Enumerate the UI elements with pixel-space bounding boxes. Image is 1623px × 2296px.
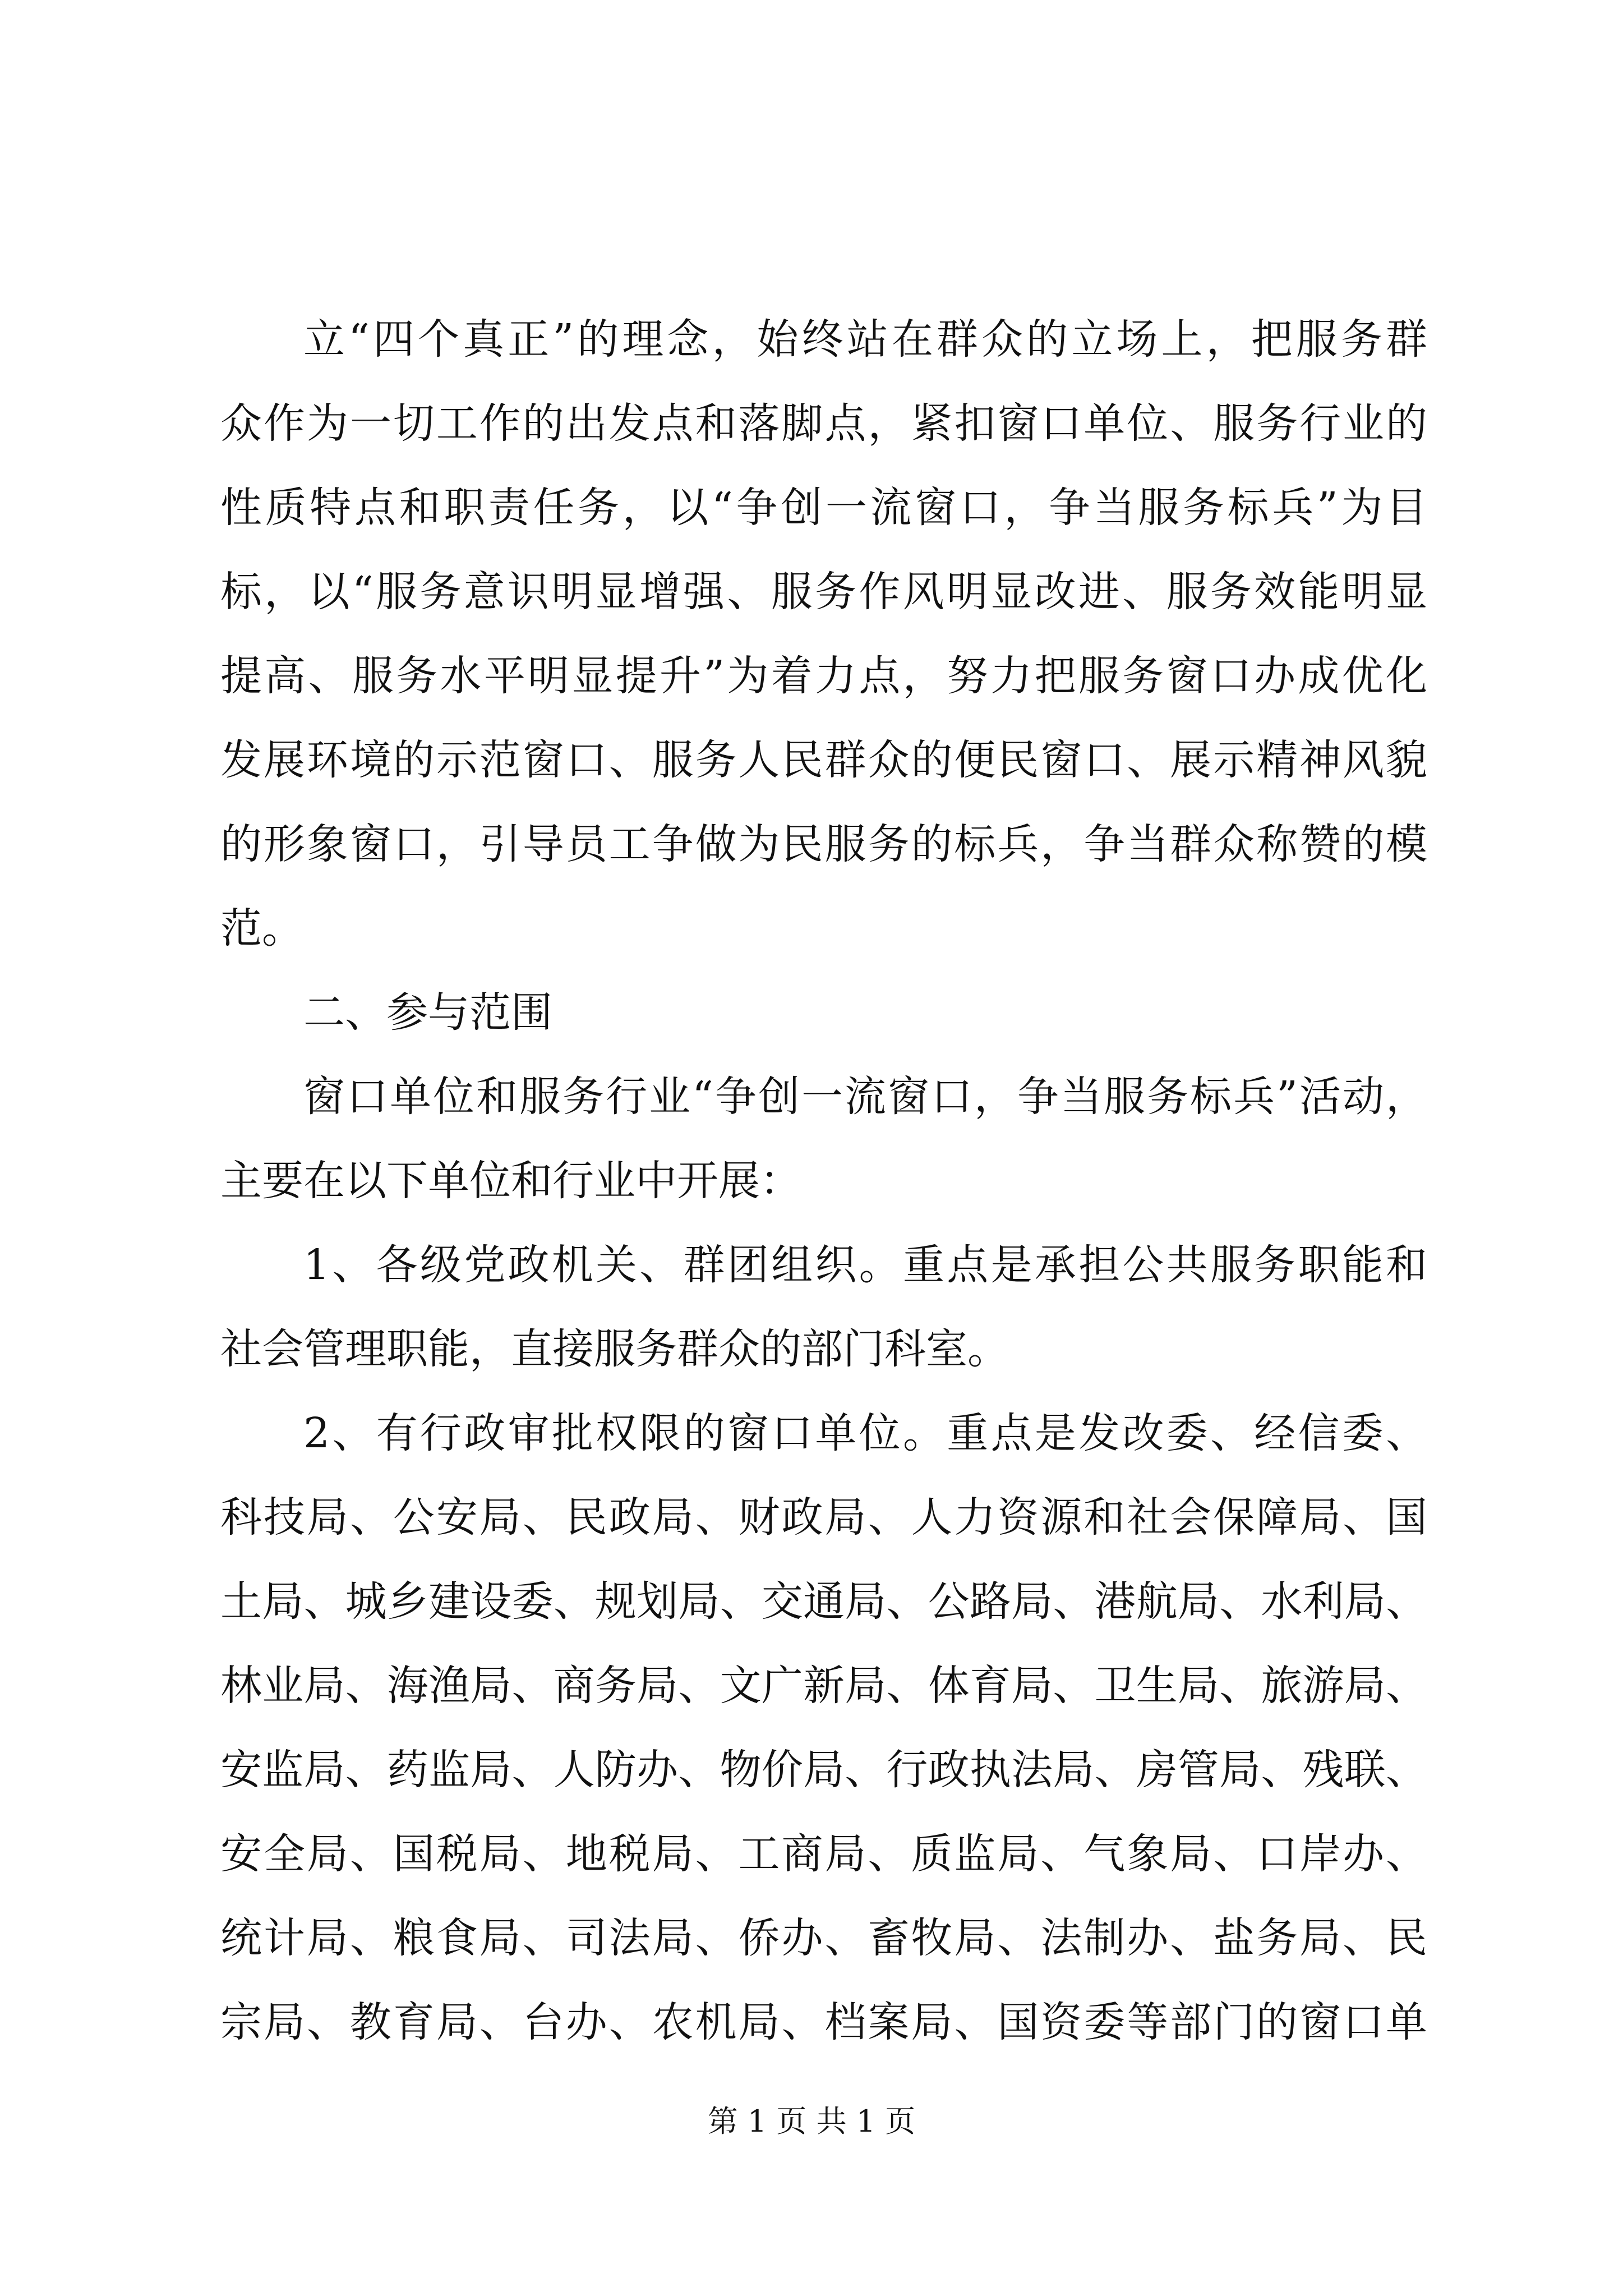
text-line: 立“四个真正”的理念，始终站在群众的立场上，把服务群 xyxy=(303,315,1427,364)
text-line: 标，以“服务意识明显增强、服务作风明显改进、服务效能明显 xyxy=(220,568,1427,616)
text-line: 2、有行政审批权限的窗口单位。重点是发改委、经信委、 xyxy=(303,1409,1427,1457)
text-line: 林业局、海渔局、商务局、文广新局、体育局、卫生局、旅游局、 xyxy=(220,1662,1427,1710)
text-line: 1、各级党政机关、群团组织。重点是承担公共服务职能和 xyxy=(303,1241,1427,1289)
text-line: 发展环境的示范窗口、服务人民群众的便民窗口、展示精神风貌 xyxy=(220,736,1427,784)
text-line: 社会管理职能，直接服务群众的部门科室。 xyxy=(220,1325,1009,1373)
text-line: 统计局、粮食局、司法局、侨办、畜牧局、法制办、盐务局、民 xyxy=(220,1914,1427,1962)
section-heading: 二、参与范围 xyxy=(303,988,552,1037)
text-line: 安监局、药监局、人防办、物价局、行政执法局、房管局、残联、 xyxy=(220,1746,1427,1794)
text-line: 安全局、国税局、地税局、工商局、质监局、气象局、口岸办、 xyxy=(220,1830,1427,1878)
text-line: 窗口单位和服务行业“争创一流窗口，争当服务标兵”活动， xyxy=(303,1073,1427,1121)
text-line: 性质特点和职责任务，以“争创一流窗口，争当服务标兵”为目 xyxy=(220,484,1427,532)
text-line: 的形象窗口，引导员工争做为民服务的标兵，争当群众称赞的模 xyxy=(220,820,1427,868)
page-number-footer: 第 1 页 共 1 页 xyxy=(707,2104,916,2139)
text-line: 宗局、教育局、台办、农机局、档案局、国资委等部门的窗口单 xyxy=(220,1998,1427,2046)
text-line: 提高、服务水平明显提升”为着力点，努力把服务窗口办成优化 xyxy=(220,652,1427,700)
text-line: 科技局、公安局、民政局、财政局、人力资源和社会保障局、国 xyxy=(220,1493,1427,1542)
text-line: 主要在以下单位和行业中开展： xyxy=(220,1157,801,1205)
text-line: 土局、城乡建设委、规划局、交通局、公路局、港航局、水利局、 xyxy=(220,1577,1427,1626)
text-line: 众作为一切工作的出发点和落脚点，紧扣窗口单位、服务行业的 xyxy=(220,399,1427,448)
text-line: 范。 xyxy=(220,904,303,953)
